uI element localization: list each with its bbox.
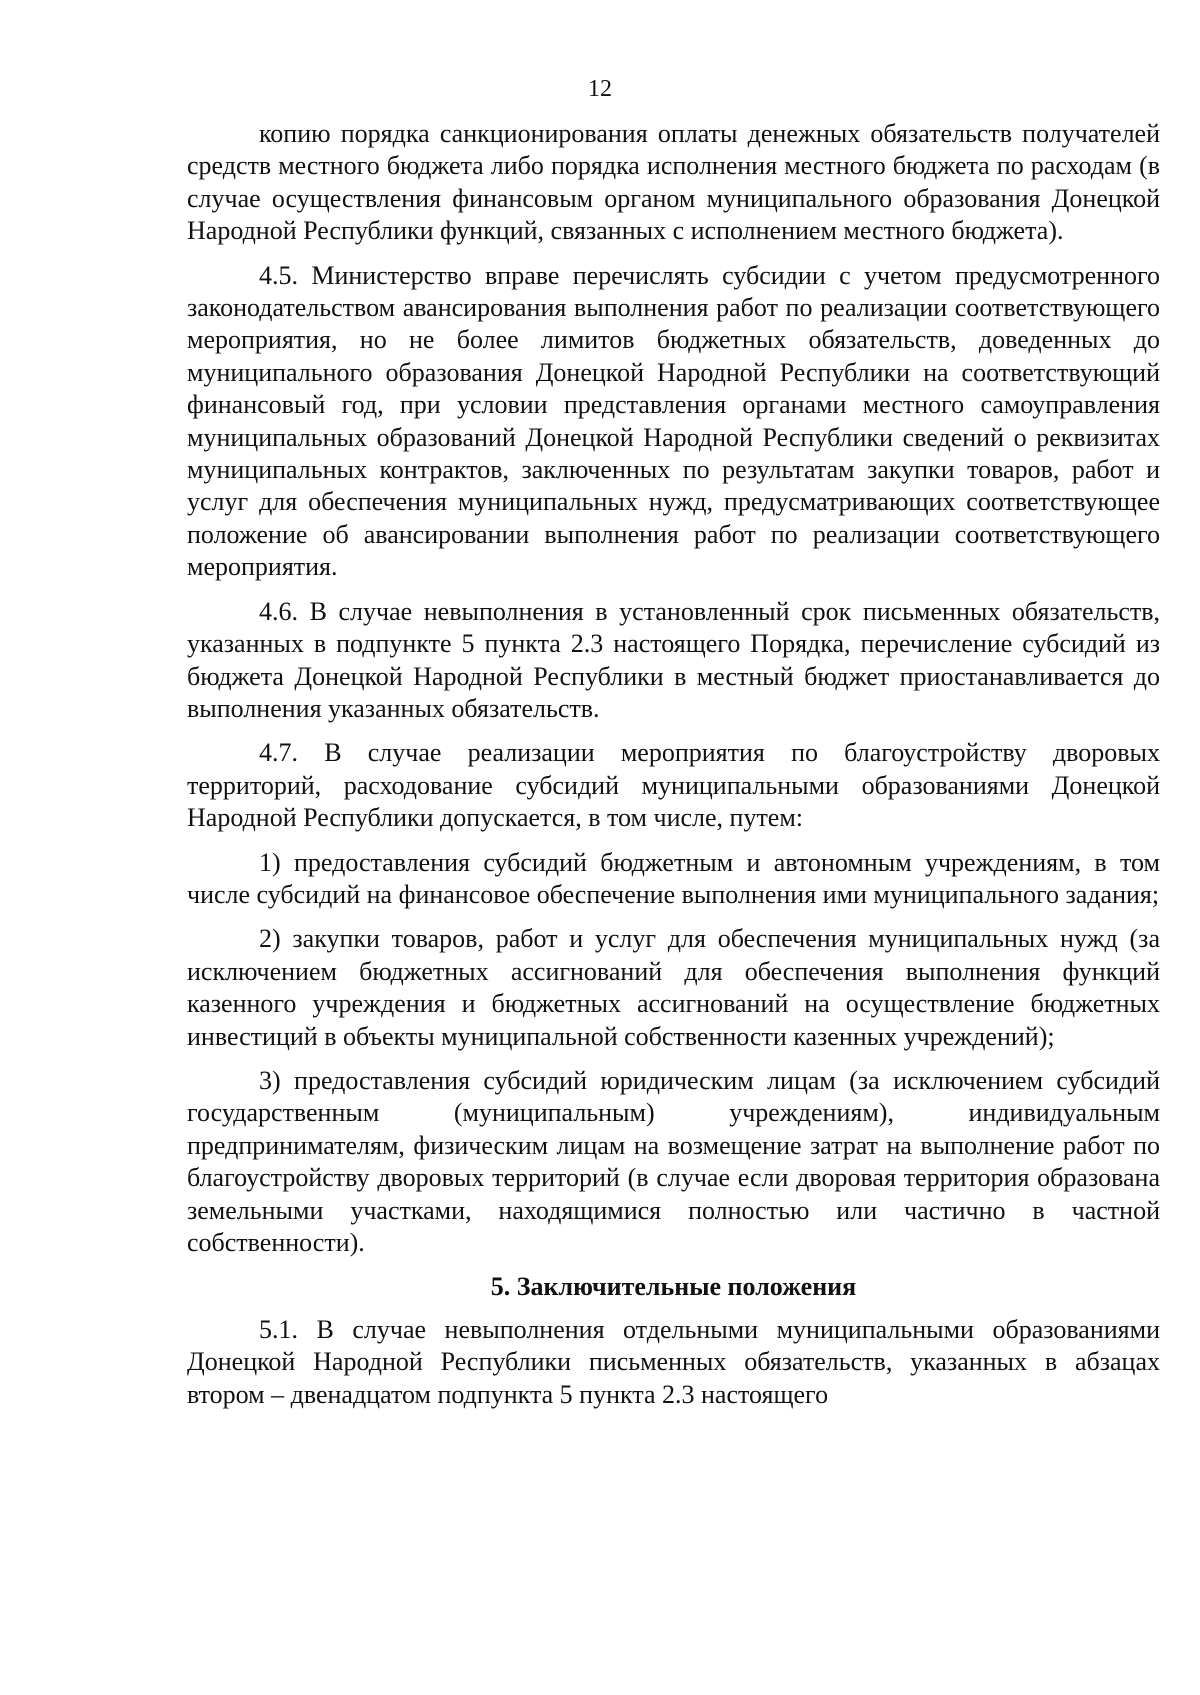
paragraph-4-5: 4.5. Министерство вправе перечислять субсидии с учетом предусмотренного законодательством авансирования выполнения работ по реализации соответствующего мероприятия, но не более лимитов бюджетных обязательств, доведенных до муниципального образования Донецкой Народной Республики на соответствующий финансовый год, при условии представления органами местного самоуправления муниципальных образований Донецкой Народной Республики сведений о реквизитах муниципальных контрактов, заключенных по результатам закупки товаров, работ и услуг для обеспечения муниципальных нужд, предусматривающих соответствующее положение об авансировании выполнения работ по реализации соответствующего мероприятия. bbox=[187, 260, 1160, 582]
list-item-1: 1) предоставления субсидий бюджетным и автономным учреждениям, в том числе субсидий на финансовое обеспечение выполнения ими муниципального задания; bbox=[187, 847, 1160, 909]
section-heading: 5. Заключительные положения bbox=[490, 1272, 857, 1302]
paragraph-4-7: 4.7. В случае реализации мероприятия по благоустройству дворовых территорий, расходование субсидий муниципальными образованиями Донецкой Народной Республики допускается, в том числе, путем: bbox=[187, 738, 1160, 833]
document-body bbox=[187, 118, 1160, 1423]
page-number: 12 bbox=[588, 76, 612, 102]
list-item-3: 3) предоставления субсидий юридическим лицам (за исключением субсидий государственным (муниципальным) учреждениям), индивидуальным предпринимателям, физическим лицам на возмещение затрат на выполнение работ по благоустройству дворовых территорий (в случае если дворовая территория образована земельными участками, находящимися полностью или частично в частной собственности). bbox=[187, 1065, 1160, 1257]
paragraph-continuation: копию порядка санкционирования оплаты денежных обязательств получателей средств местного бюджета либо порядка исполнения местного бюджета по расходам (в случае осуществления финансовым органом муниципального образования Донецкой Народной Республики функций, связанных с исполнением местного бюджета). bbox=[187, 119, 1160, 246]
paragraph-4-6: 4.6. В случае невыполнения в установленный срок письменных обязательств, указанных в подпункте 5 пункта 2.3 настоящего Порядка, перечисление субсидий из бюджета Донецкой Народной Республики в местный бюджет приостанавливается до выполнения указанных обязательств. bbox=[187, 596, 1160, 723]
list-item-2: 2) закупки товаров, работ и услуг для обеспечения муниципальных нужд (за исключением бюджетных ассигнований для обеспечения выполнения функций казенного учреждения и бюджетных ассигнований на осуществление бюджетных инвестиций в объекты муниципальной собственности казенных учреждений); bbox=[187, 924, 1160, 1051]
paragraph-5-1: 5.1. В случае невыполнения отдельными муниципальными образованиями Донецкой Народной Республики письменных обязательств, указанных в абзацах втором – двенадцатом подпункта 5 пункта 2.3 настоящего bbox=[187, 1314, 1160, 1409]
